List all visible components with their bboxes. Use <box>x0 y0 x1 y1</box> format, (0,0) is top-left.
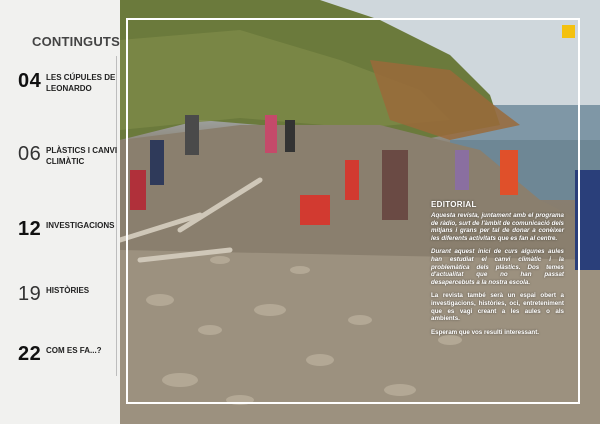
toc-page-number: 22 <box>18 343 42 365</box>
toc-divider <box>116 56 117 376</box>
editorial-title: EDITORIAL <box>431 200 477 209</box>
editorial-paragraph: Esperam que vos resulti interessant. <box>431 328 539 336</box>
toc-item-label: LES CÚPULES DE LEONARDO <box>46 73 116 93</box>
editorial-paragraph: Aquesta revista, juntament amb el programa de ràdio, surt de l'àmbit de comunicació dels mitjans i grans per tal de donar a conèixer les diferents activitats que es fan al centre. <box>431 212 564 242</box>
toc-page-number: 04 <box>18 70 42 92</box>
toc-title: CONTINGUTS <box>32 34 120 49</box>
toc-item-label: INVESTIGACIONS <box>46 221 115 230</box>
toc-page-number: 19 <box>18 283 42 305</box>
editorial-paragraph: Durant aquest inici de curs algunes aules han estudiat el canvi climàtic i la problemàtica dels plàstics. Dos temes d'actualitat que no han passat desapercebuts a la nostra escola. <box>431 248 564 286</box>
toc-item-label: PLÀSTICS I CANVI CLIMÀTIC <box>46 146 118 166</box>
accent-square <box>562 25 575 38</box>
toc-page-number: 06 <box>18 143 42 165</box>
table-of-contents <box>0 0 120 424</box>
toc-item-label: HISTÒRIES <box>46 286 90 295</box>
editorial-block <box>431 200 564 342</box>
editorial-paragraph: La revista també serà un espai obert a investigacions, històries, oci, entreteniment que es vagi creant a les aules o als ambients. <box>431 292 564 323</box>
toc-item-label: COM ES FA...? <box>46 346 102 355</box>
toc-page-number: 12 <box>18 218 42 240</box>
